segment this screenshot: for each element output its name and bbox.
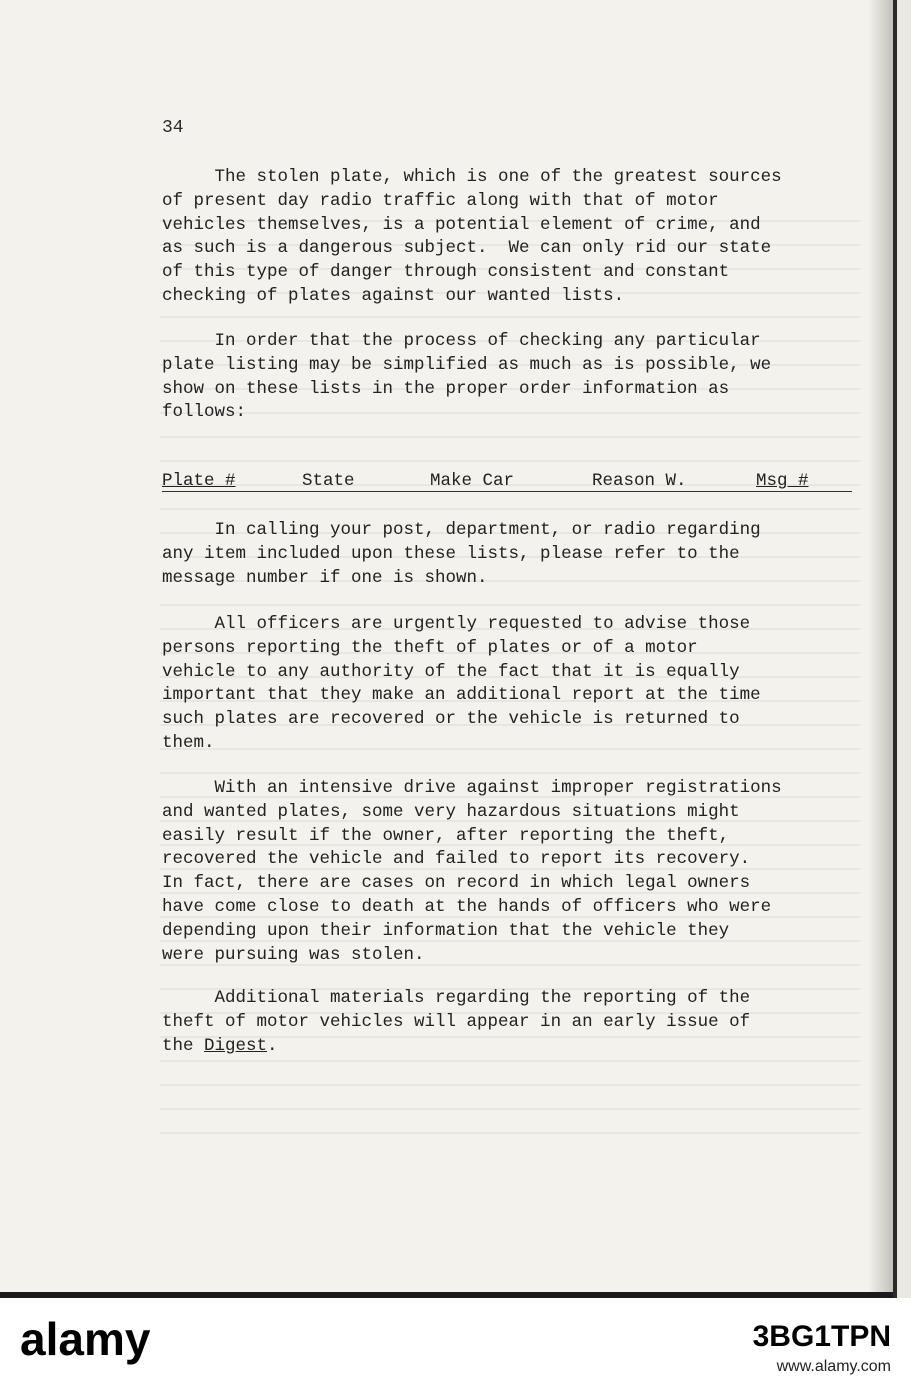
header-reason: Reason W.: [592, 471, 687, 491]
paragraph-stolen-plate: The stolen plate, which is one of the greatest sources of present day radio traffic along with that of motor vehicles themselves, is a potential element of crime, and as such is a dangerous subject. We can only rid our state of this type of danger through consistent and constant checking of plates against our wanted lists.: [162, 167, 782, 306]
page-edge-shadow: [893, 0, 897, 1298]
watermark-image-id: 3BG1TPN: [752, 1320, 891, 1353]
header-make-car: Make Car: [430, 471, 515, 491]
paragraph-officers: All officers are urgently requested to advise those persons reporting the theft of plates or of a motor vehicle to any authority of the fact that it is equally important that they make an additional report at the time such plates are recovered or the vehicle is returned to them.: [162, 614, 761, 753]
header-state: State: [302, 471, 355, 491]
paragraph-calling: In calling your post, department, or radio regarding any item included upon these lists, please refer to the message number if one is shown.: [162, 520, 761, 588]
paragraph-intensive-drive: With an intensive drive against improper registrations and wanted plates, some very hazardous situations might easily result if the owner, after reporting the theft, recovered the vehicle and failed to report its recovery. In fact, there are cases on record in which legal owners have come close to death at the hands of officers who were depending upon their information that the vehicle they were pursuing was stolen.: [162, 778, 782, 965]
page-number: 34: [162, 118, 184, 138]
header-plate: Plate #: [162, 471, 236, 491]
watermark-site: www.alamy.com: [776, 1358, 891, 1375]
closing-lead: Additional materials regarding the reporting of the theft of motor vehicles will appear in an early issue of the: [162, 988, 751, 1056]
paragraph-additional-materials: [162, 987, 862, 1058]
header-msg: Msg #: [756, 471, 809, 491]
spine-shadow: [868, 0, 894, 1292]
digest-title: Digest: [204, 1035, 268, 1056]
closing-tail: .: [267, 1035, 278, 1056]
paragraph-process: In order that the process of checking any particular plate listing may be simplified as much as is possible, we show on these lists in the proper order information as follows:: [162, 331, 772, 423]
watermark-logo: alamy: [20, 1313, 151, 1365]
header-rule: [162, 491, 852, 492]
